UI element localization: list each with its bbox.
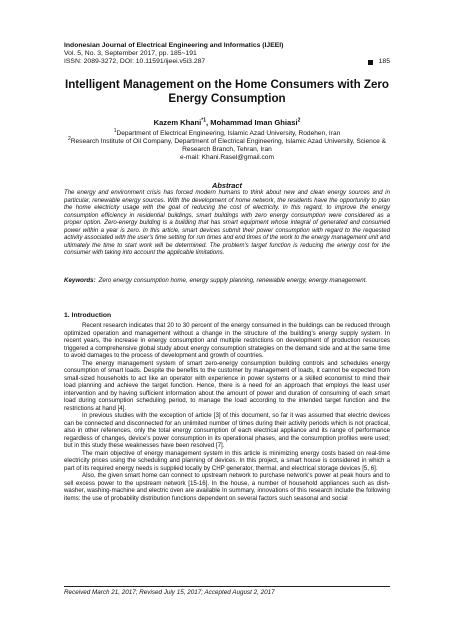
- affiliation-2-text: Research Institute of Oil Company, Department of Electrical Engineering, Islamic Azad University, Science & Research Branch, Tehran, Iran: [70, 138, 387, 153]
- affiliation-1-text: Department of Electrical Engineering, Islamic Azad University, Rodehen, Iran: [116, 130, 341, 137]
- abstract-heading: Abstract: [212, 181, 242, 190]
- affiliation-2: [64, 135, 390, 154]
- author-2: Mohammad Iman Ghiasi: [210, 118, 298, 127]
- paragraph: Also, the given smart home can connect to upstream network to purchase network's power at peak hours and to sell excess power to the upstream network [15-16]. In the house, a number of household appliances such as dish-washer, washing-machine and electric oven are available In summary, innovations of this research include the following items: the use of probability distribution functions dependent on several factors such seasonal and social: [64, 472, 390, 502]
- authors: [64, 118, 390, 127]
- journal-header: [64, 42, 390, 67]
- page-number-group: [368, 58, 390, 66]
- affiliation-2-marker: 2: [67, 135, 71, 142]
- affiliation-1: [64, 127, 390, 138]
- paper-title: Intelligent Management on the Home Consumers with Zero Energy Consumption: [64, 78, 389, 105]
- journal-volume: Vol. 5, No. 3, September 2017, pp. 185~191: [64, 50, 197, 58]
- paragraph: The energy management system of smart zero-energy consumption building controls and schedules energy consumption of smart loads. Despite the benefits to the customer by management of loads, it cannot be expected from small-sized households to act like an operator with experience in power systems or a skilled economist to mind their load planning and achieve the target function. Hence, there is a need for an approach that employs the least user intervention and by having sufficient information about the amount of power and duration of consuming of each smart load during consumption scheduling period, to manage the load according to the intended target function and the restrictions at hand [4].: [64, 359, 390, 412]
- journal-title: Indonesian Journal of Electrical Engineering and Informatics (IJEEI): [64, 42, 284, 49]
- journal-issn: ISSN: 2089-3272, DOI: 10.11591/ijeei.v5i3.287: [64, 58, 206, 66]
- paragraph: The main objective of energy management system in this article is minimizing energy costs based on real-time electricity prices using the scheduling and planning of devices. In this project, a smart house is considered in which a part of its required energy needs is supplied locally by CHP generator, thermal, and electrical storage devices [5, 6].: [64, 449, 390, 472]
- author-separator: ,: [206, 118, 211, 127]
- affiliations: [64, 127, 390, 162]
- keywords-label: Keywords:: [64, 277, 96, 284]
- abstract-text: The energy and environment crisis has forced modern humans to think about new and clean energy sources and in particular, renewable energy sources. With the development of home network, the residents have the opportunity to plan the home electricity usage with the goal of reducing the cost of electricity. In this regard, to improve the energy consumption efficiency in residential buildings, smart buildings with zero energy consumption were considered as a proper option. Zero-energy building is a building that has smart equipment whose integral of generated and consumed power within a year is zero. In this article, smart devices submit their power consumption with regard to the requested activity associated with the user's time setting for run times and end times of the work to the energy management unit and ultimately the time to start work will be determined. The problem's target function is reducing the energy cost for the consumer with taking into account the applicable limitations.: [64, 190, 390, 257]
- author-1-marker: *1: [201, 117, 207, 124]
- journal-issn-row: [64, 58, 390, 66]
- author-2-marker: 2: [297, 117, 301, 124]
- paragraph: Recent research indicates that 20 to 30 percent of the energy consumed in the buildings can be reduced through optimized operation and management without a change in the structure of the building's energy supply system. In recent years, the increase in energy consumption and multiple restrictions on development of production resources triggered a comprehensive global study about energy consumption strategies on the demand side and at the same time to avoid damages to the process of development and growth of countries.: [64, 322, 390, 359]
- section-heading: 1. Introduction: [64, 312, 112, 319]
- footer-divider: [64, 586, 390, 587]
- author-1: Kazem Khani: [153, 118, 202, 127]
- corresponding-email: e-mail: Khani.Rasel@gmail.com: [180, 154, 274, 161]
- section-body: [64, 322, 390, 502]
- affiliation-1-marker: 1: [113, 127, 117, 134]
- paragraph: In previous studies with the exception of article [3] of this document, so far it was assumed that electric devices can be connected and disconnected for an unlimited number of times during their activity periods which is not practical, also in other references, only the total energy consumption of each electrical appliance and its range of performance regardless of changes, device's power consumption in its operational phases, and the consumption profiles were used; but in this study these weaknesses have been resolved [7].: [64, 412, 390, 449]
- square-bullet-icon: [368, 60, 373, 65]
- received-dates: Received March 21, 2017; Revised July 15, 2017; Accepted August 2, 2017: [64, 589, 275, 596]
- keywords-text: Zero energy consumption home, energy supply planning, renewable energy, energy management.: [98, 277, 368, 284]
- page-number: 185: [378, 58, 390, 66]
- keywords: [64, 277, 390, 285]
